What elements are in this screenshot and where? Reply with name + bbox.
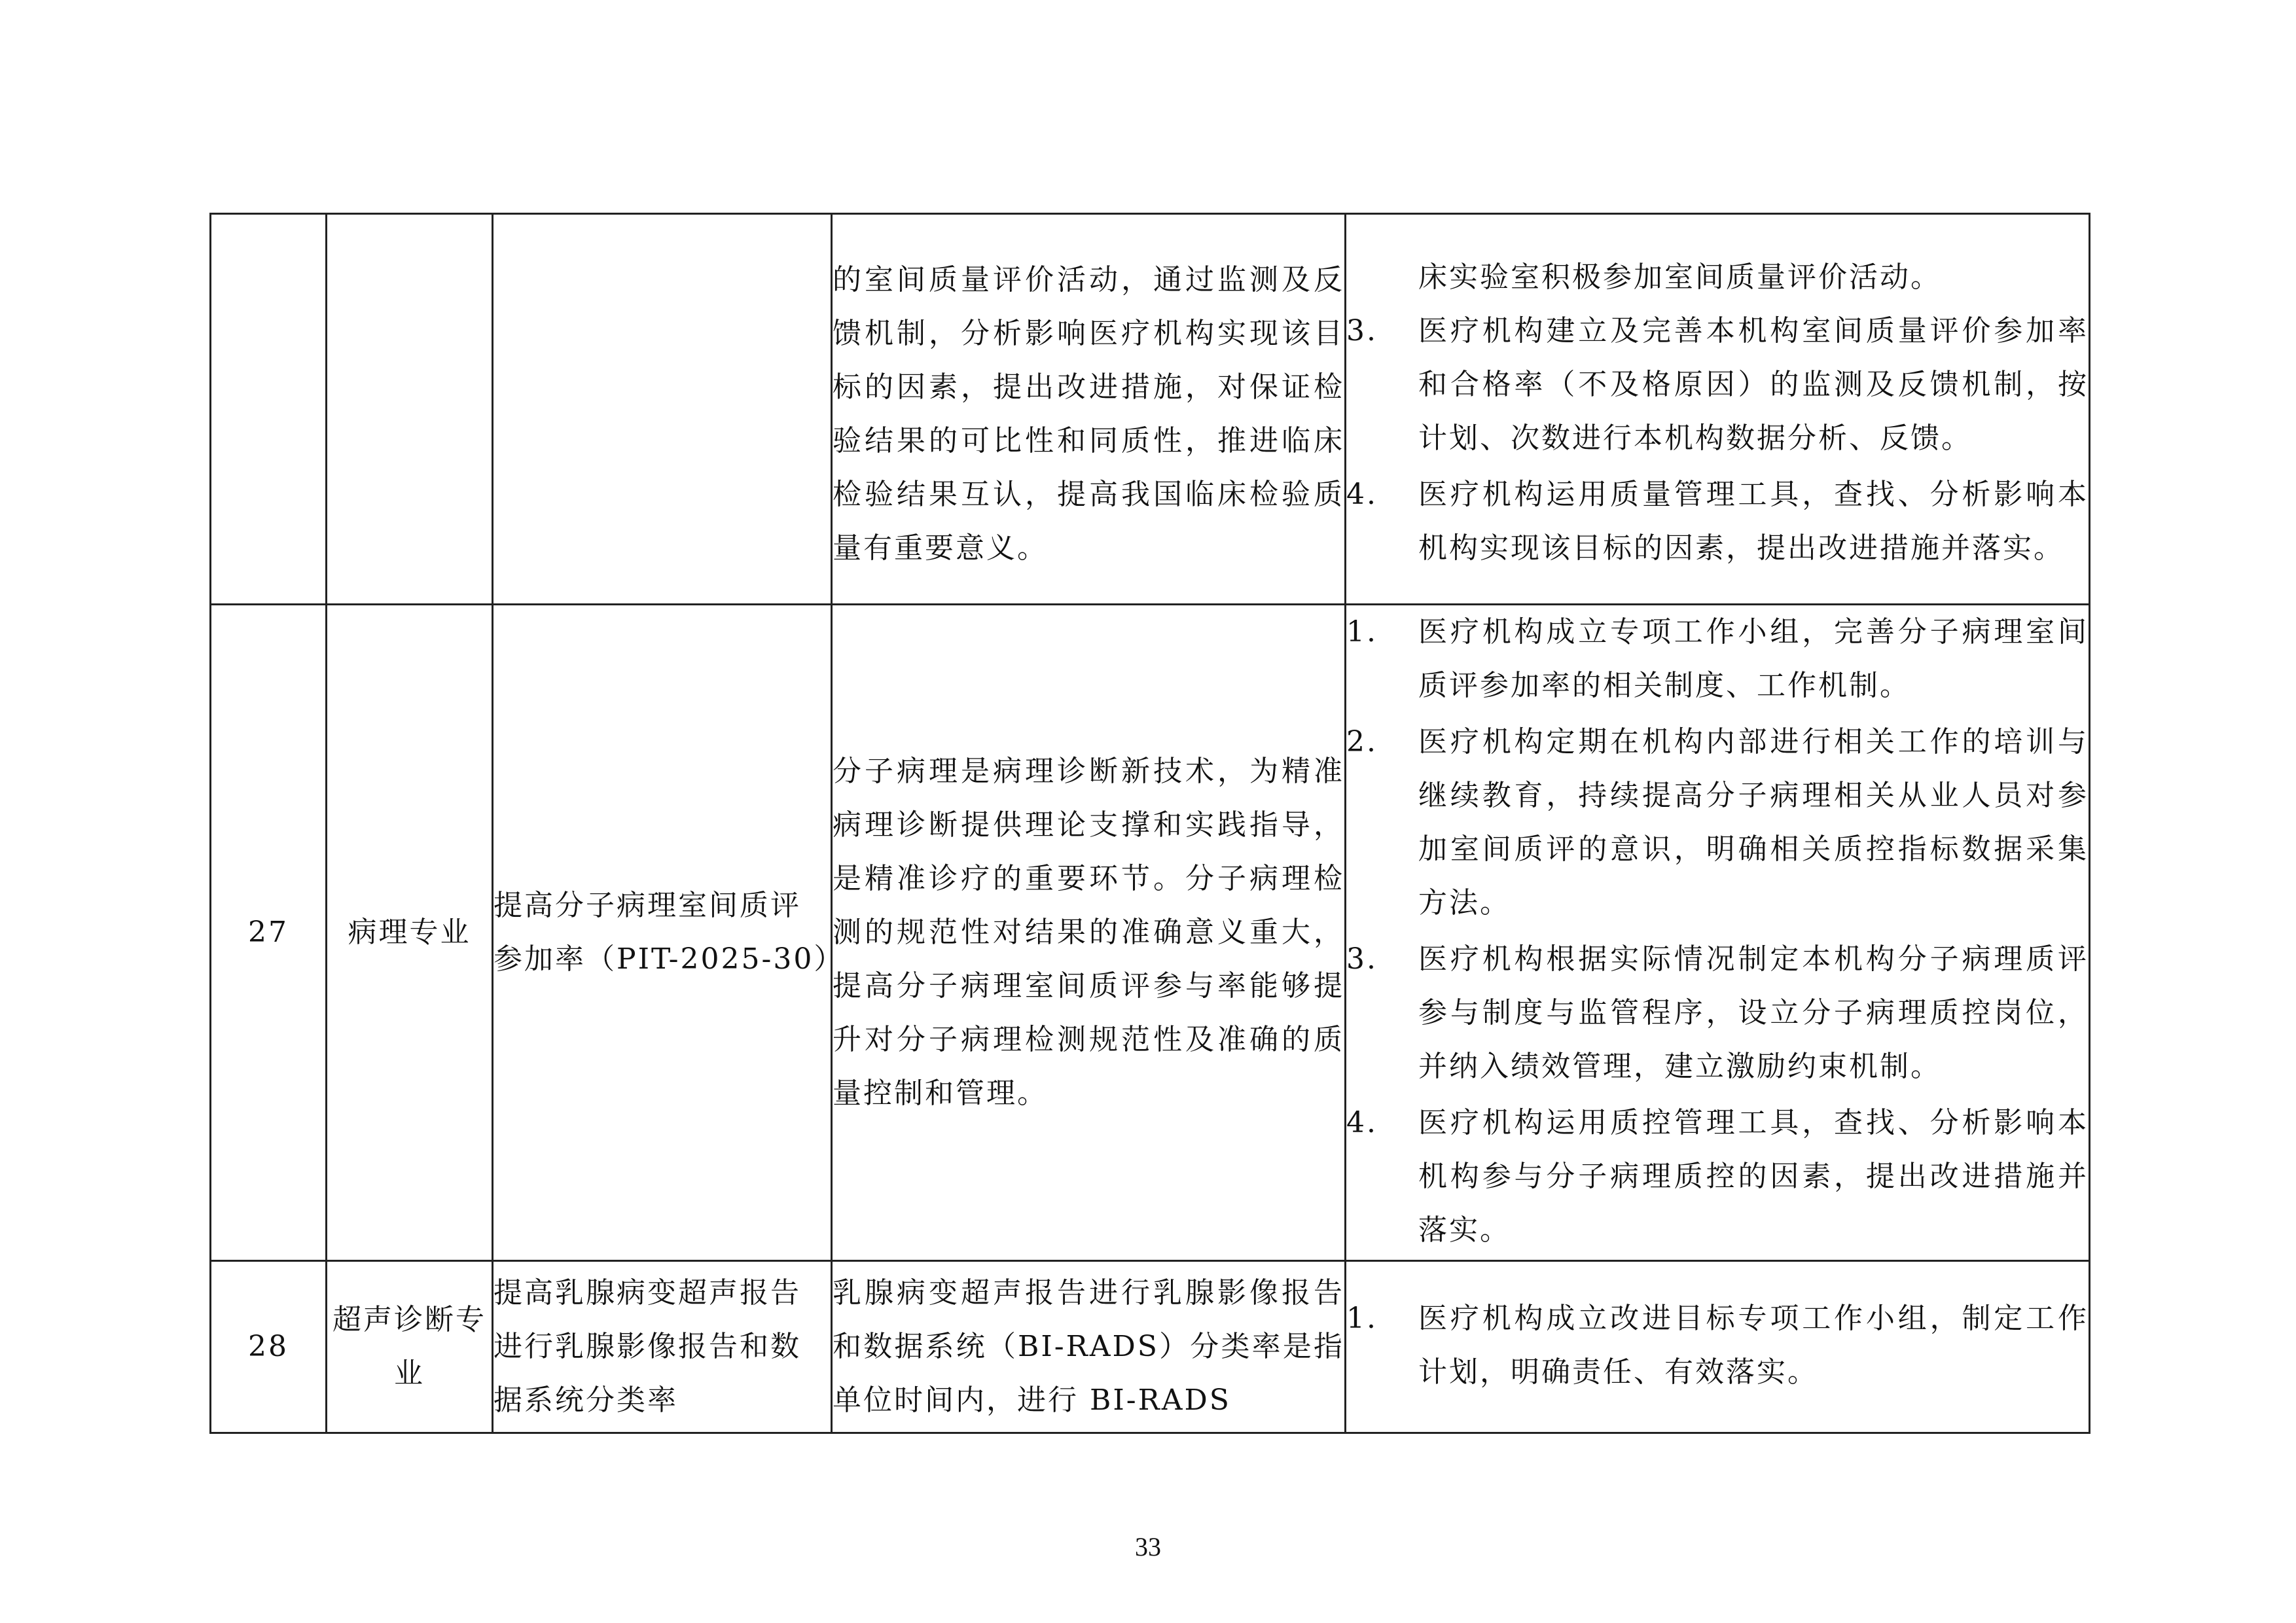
measure-item [1346,468,2089,575]
measure-number: 3. [1346,314,1378,348]
metric-cell: 提高分子病理室间质评参加率（PIT-2025-30） [493,605,832,1261]
measures-cell [1346,1261,2090,1433]
page-number: 33 [1135,1532,1161,1561]
table-row [211,605,2090,1261]
metric-cell [493,214,832,605]
description-cell [832,214,1346,605]
measures-cell [1346,214,2090,605]
measure-text: 医疗机构定期在机构内部进行相关工作的培训与继续教育，持续提高分子病理相关从业人员对参加室间质评的意识，明确相关质控指标数据采集方法。 [1418,725,2089,919]
measure-text: 医疗机构建立及完善本机构室间质量评价参加率和合格率（不及格原因）的监测及反馈机制，按计划、次数进行本机构数据分析、反馈。 [1418,314,2089,455]
measure-number: 4. [1346,1106,1378,1139]
table-row [211,1261,2090,1433]
measure-number: 2. [1346,725,1378,758]
measure-text: 医疗机构运用质量管理工具，查找、分析影响本机构实现该目标的因素，提出改进措施并落实。 [1418,478,2089,565]
specialty-cell: 超声诊断专业 [327,1261,493,1433]
measure-number: 1. [1346,1302,1378,1335]
measure-number: 4. [1346,478,1378,511]
measure-text: 医疗机构成立专项工作小组，完善分子病理室间质评参加率的相关制度、工作机制。 [1418,615,2089,702]
row-number-cell: 27 [211,605,327,1261]
measure-item [1346,605,2089,713]
measure-item [1346,933,2089,1094]
metric-cell: 提高乳腺病变超声报告进行乳腺影像报告和数据系统分类率 [493,1261,832,1433]
measure-text: 医疗机构成立改进目标专项工作小组，制定工作计划，明确责任、有效落实。 [1418,1302,2089,1389]
measure-item [1346,1096,2089,1257]
measure-continuation: 床实验室积极参加室间质量评价活动。 [1418,260,1941,294]
table-row [211,214,2090,605]
measures-cell [1346,605,2090,1261]
measure-item [1346,304,2089,465]
specialty-cell: 病理专业 [327,605,493,1261]
row-number-cell: 28 [211,1261,327,1433]
row-number-cell [211,214,327,605]
description-cell: 分子病理是病理诊断新技术，为精准病理诊断提供理论支撑和实践指导，是精准诊疗的重要环节。分子病理检测的规范性对结果的准确意义重大，提高分子病理室间质评参与率能够提升对分子病理检测规范性及准确的质量控制和管理。 [832,605,1346,1261]
description-text: 的室间质量评价活动，通过监测及反馈机制，分析影响医疗机构实现该目标的因素，提出改进措施，对保证检验结果的可比性和同质性，推进临床检验结果互认，提高我国临床检验质量有重要意义。 [833,263,1344,565]
quality-improvement-table [209,213,2090,1434]
description-cell: 乳腺病变超声报告进行乳腺影像报告和数据系统（BI-RADS）分类率是指单位时间内，进行 BI-RADS [832,1261,1346,1433]
measure-number: 3. [1346,942,1378,976]
measure-number: 1. [1346,615,1378,649]
measure-text: 医疗机构运用质控管理工具，查找、分析影响本机构参与分子病理质控的因素，提出改进措施并落实。 [1418,1106,2089,1247]
measure-item [1346,715,2089,930]
measure-text: 医疗机构根据实际情况制定本机构分子病理质评参与制度与监管程序，设立分子病理质控岗位，并纳入绩效管理，建立激励约束机制。 [1418,942,2089,1083]
specialty-cell [327,214,493,605]
measure-item [1346,1292,2089,1399]
